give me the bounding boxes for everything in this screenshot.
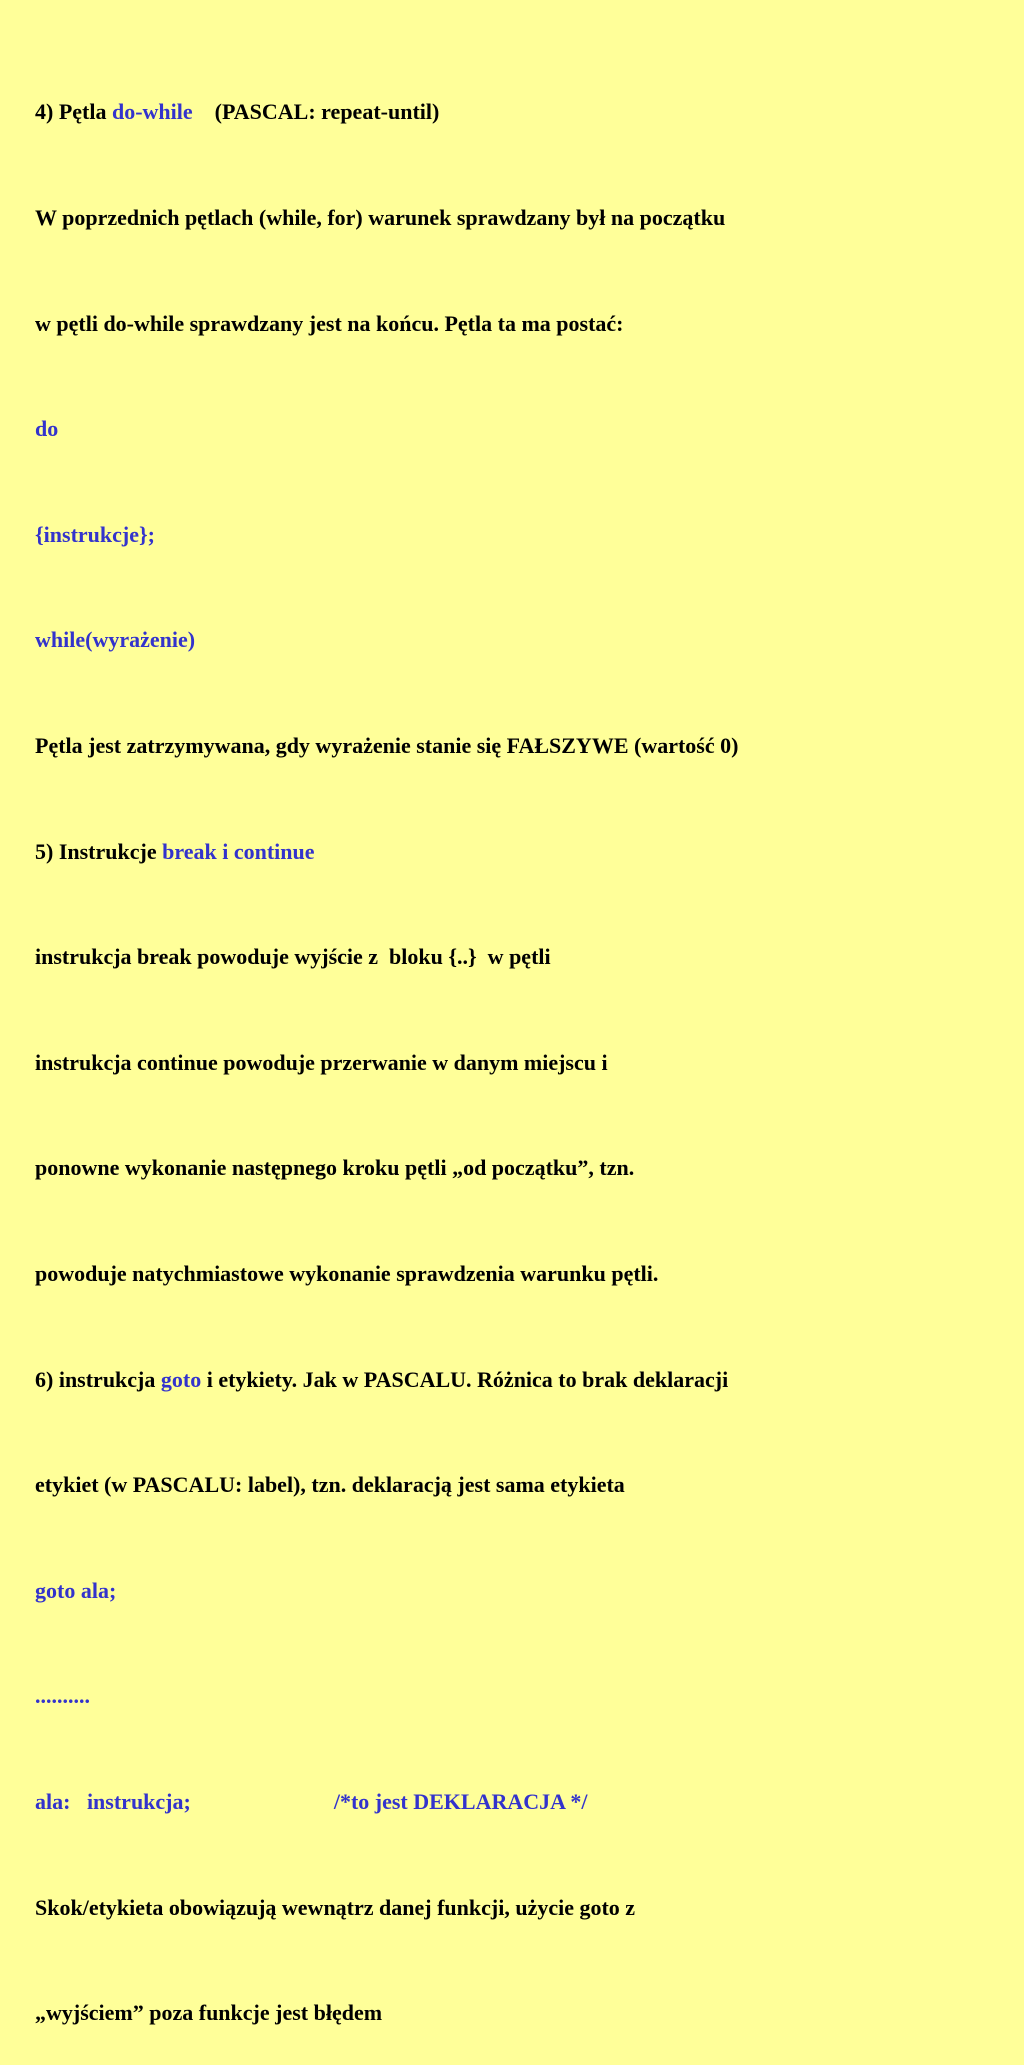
keyword-goto: goto [160, 1366, 202, 1392]
text-line: W poprzednich pętlach (while, for) warunek sprawdzany był na początku [35, 205, 726, 230]
keyword-do-while: do-while [111, 99, 193, 125]
code-label-declaration: ala: instrukcja; /*to jest DEKLARACJA */ [35, 1788, 588, 1814]
heading-prefix: 4) Pętla [35, 99, 112, 125]
heading-pascal-note: (PASCAL: repeat-until) [192, 99, 440, 125]
code-instructions: {instrukcje}; [35, 521, 155, 547]
code-while: while(wyrażenie) [35, 627, 196, 653]
code-ellipsis: .......... [35, 1683, 90, 1709]
heading-break-continue [35, 834, 1010, 869]
text-line: ponowne wykonanie następnego kroku pętli „od początku”, tzn. [35, 1155, 635, 1181]
heading-do-while [35, 94, 1010, 129]
text-line: instrukcja break powoduje wyjście z bloku {..} w pętli [35, 944, 551, 970]
text-line: instrukcja continue powoduje przerwanie w danym miejscu i [35, 1049, 608, 1075]
code-do: do [35, 416, 59, 442]
heading-goto [35, 1362, 1010, 1397]
heading-prefix: 5) Instrukcje [35, 838, 163, 864]
keyword-break-continue: break i continue [162, 838, 315, 864]
text-line: etykiet (w PASCALU: label), tzn. deklaracją jest sama etykieta [35, 1472, 625, 1498]
code-goto-ala: goto ala; [35, 1577, 117, 1603]
text-line: Skok/etykieta obowiązują wewnątrz danej funkcji, użycie goto z [35, 1894, 636, 1920]
heading-prefix: 6) instrukcja [35, 1366, 161, 1392]
text-line: „wyjściem” poza funkcje jest błędem [35, 2000, 383, 2026]
text-line: w pętli do-while sprawdzany jest na końcu. Pętla ta ma postać: [35, 310, 624, 336]
heading-rest: i etykiety. Jak w PASCALU. Różnica to brak deklaracji [201, 1366, 729, 1392]
text-line: Pętla jest zatrzymywana, gdy wyrażenie stanie się FAŁSZYWE (wartość 0) [35, 732, 739, 758]
text-line: powoduje natychmiastowe wykonanie sprawdzenia warunku pętli. [35, 1260, 659, 1286]
slide-content [35, 24, 1010, 2065]
